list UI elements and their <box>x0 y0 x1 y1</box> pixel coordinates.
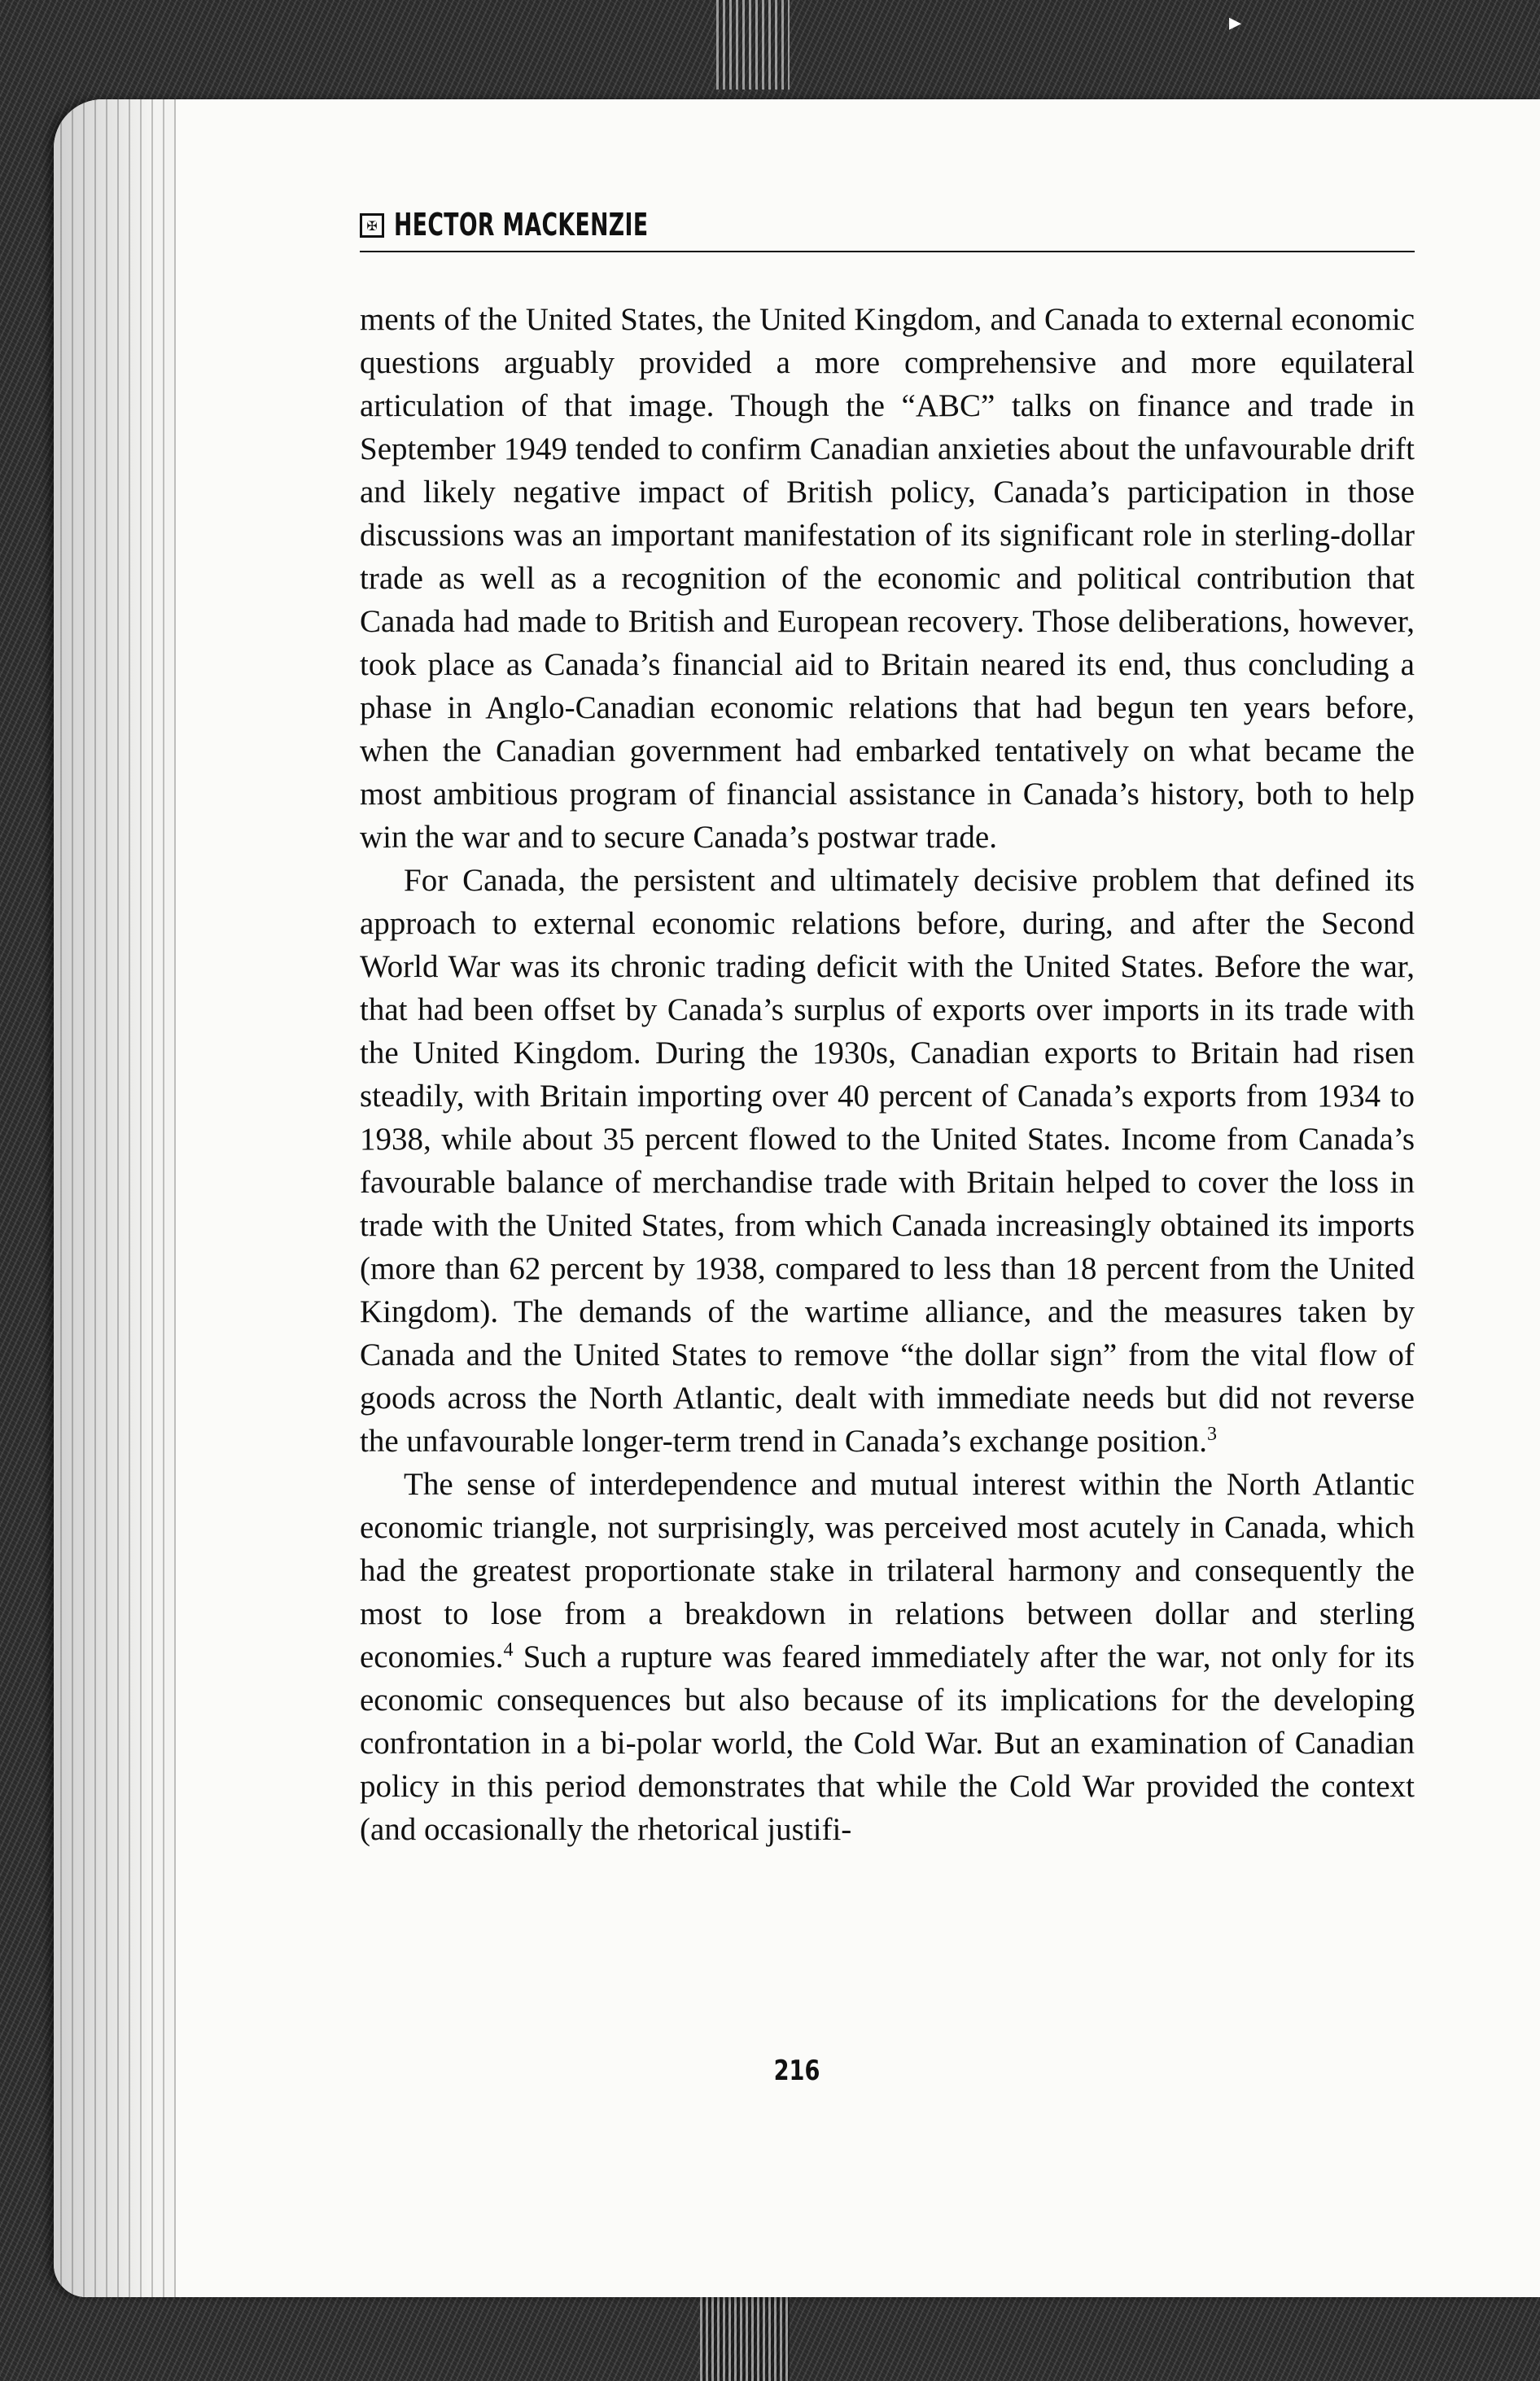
page-gutter <box>54 99 176 2297</box>
book-ornament-icon: ✠ <box>360 213 384 238</box>
paragraph-3-text-a: The sense of interdependence and mutual interest within the North Atlantic economic triangle, not surprisingly, was perceived most acutely in Canada, which had the greatest proportionate stake in trilateral harmony and consequently the most to lose from a breakdown in relations between dollar and sterling economies. <box>360 1467 1415 1674</box>
footnote-ref-4[interactable]: 4 <box>503 1639 514 1661</box>
paragraph-3-text-b: Such a rupture was feared immediately after the war, not only for its economic consequences but also because of its implications for the developing confrontation in a bi-polar world, the Cold War. But an examination of Canadian policy in this period demonstrates that while the Cold War provided the context (and occasionally the rhetorical justifi- <box>360 1639 1415 1847</box>
paragraph-1-text: ments of the United States, the United Kingdom, and Canada to external economic questions arguably provided a more comprehensive and more equilateral articulation of that image. Though the “ABC” talks on finance and trade in September 1949 tended to confirm Canadian anxieties about the unfavourable drift and likely negative impact of British policy, Canada’s participation in those discussions was an important manifestation of its significant role in sterling-dollar trade as well as a recognition of the economic and political contribution that Canada had made to British and European recovery. Those deliberations, however, took place as Canada’s financial aid to Britain neared its end, thus concluding a phase in Anglo-Canadian economic relations that had begun ten years before, when the Canadian government had embarked tentatively on what became the most ambitious program of financial assistance in Canada’s history, both to help win the war and to secure Canada’s postwar trade. <box>360 302 1415 855</box>
page-number: 216 <box>773 2055 820 2087</box>
paragraph-2-text: For Canada, the persistent and ultimately decisive problem that defined its approach to external economic relations before, during, and after the Second World War was its chronic trading deficit with the United States. Before the war, that had been offset by Canada’s surplus of exports over imports in its trade with the United Kingdom. During the 1930s, Canadian exports to Britain had risen steadily, with Britain importing over 40 percent of Canada’s exports from 1934 to 1938, while about 35 percent flowed to the United States. Income from Canada’s favourable balance of merchandise trade with Britain helped to cover the loss in trade with the United States, from which Canada increasingly obtained its imports (more than 62 percent by 1938, compared to less than 18 percent from the United Kingdom). The demands of the wartime alliance, and the measures taken by Canada and the United States to remove “the dollar sign” from the vital flow of goods across the North Atlantic, dealt with immediate needs but did not reverse the unfavourable longer-term trend in Canada’s exchange position. <box>360 863 1415 1459</box>
body-text <box>360 298 1415 1851</box>
book-spine-bottom <box>700 2283 790 2381</box>
paragraph-1 <box>360 298 1415 859</box>
running-head-author: HECTOR MACKENZIE <box>394 207 649 243</box>
book-page <box>54 99 1540 2297</box>
paragraph-2 <box>360 859 1415 1463</box>
footnote-ref-3[interactable]: 3 <box>1207 1424 1218 1445</box>
corner-arrow-icon: ▸ <box>1229 8 1242 37</box>
paragraph-3 <box>360 1463 1415 1851</box>
book-spine-top <box>716 0 790 90</box>
running-head <box>360 204 1415 252</box>
